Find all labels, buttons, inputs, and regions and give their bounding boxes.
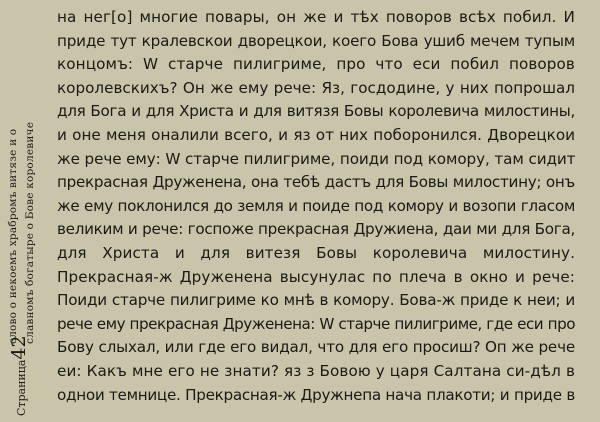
body-text [57, 6, 575, 407]
text-line: великим и рече: госпоже прекрасная Дружиена, даи ми для Бога, [57, 220, 575, 239]
side-margin-rotated [0, 0, 50, 422]
text-line: рече ему прекрасная Друженена: W старче пилигриме, где еси про [57, 314, 575, 333]
text-line: для Бога и для Христа и для витязя Бовы королевича милостины, [57, 102, 575, 121]
running-title [5, 122, 39, 344]
running-title-line-1: слово о некоемъ храбромъ витязе и о [7, 128, 19, 344]
text-line: Бову слыхал, или где его видал, что для его просиш? Оп же рече [57, 338, 575, 357]
side-margin [0, 0, 50, 422]
text-line: концомъ: W старче пилигриме, про что еси побил поворов [57, 55, 575, 74]
text-line: королевскихъ? Он же ему рече: Яз, госдодине, у них попрошал [57, 78, 575, 97]
page-label-text: Страница [15, 359, 28, 416]
text-line: же ему поклонился до земля и поиде под комору и возопи гласом [57, 196, 575, 215]
text-line: прекрасная Друженена, она тебѣ дастъ для Бовы милостину; онъ [57, 173, 575, 192]
text-line: Поиди старче пилигриме ко мнѣ в комору. Бова-ж приде к неи; и [57, 291, 575, 310]
page-number: 42 [8, 335, 30, 360]
text-line: еи: Какъ мне его не знати? яз з Бовою у царя Салтана си-дѣл в [57, 361, 575, 380]
text-line: Прекрасная-ж Друженена высунулас по плеча в окно и рече: [57, 267, 575, 286]
text-line: же рече ему: W старче пилигриме, поиди под комору, там сидит [57, 149, 575, 168]
text-line: на нег[о] многие повары, он же и тѣх поворов всѣх побил. И [57, 8, 575, 26]
page-label [10, 335, 29, 416]
text-line: и оне меня оналили всего, и яз от них поборонился. Дворецкои [57, 125, 575, 144]
running-title-line-2: славномъ богатыре о Бове королевиче [24, 121, 36, 344]
text-line: для Христа и для витезя Бовы королевича милостину. [57, 243, 575, 262]
text-line: приде тут кралевскои дворецкои, коего Бова ушиб мечем тупым [57, 31, 575, 50]
text-line: однои темнице. Прекрасная-ж Дружнепа нача плакоти; и приде в [57, 385, 575, 404]
